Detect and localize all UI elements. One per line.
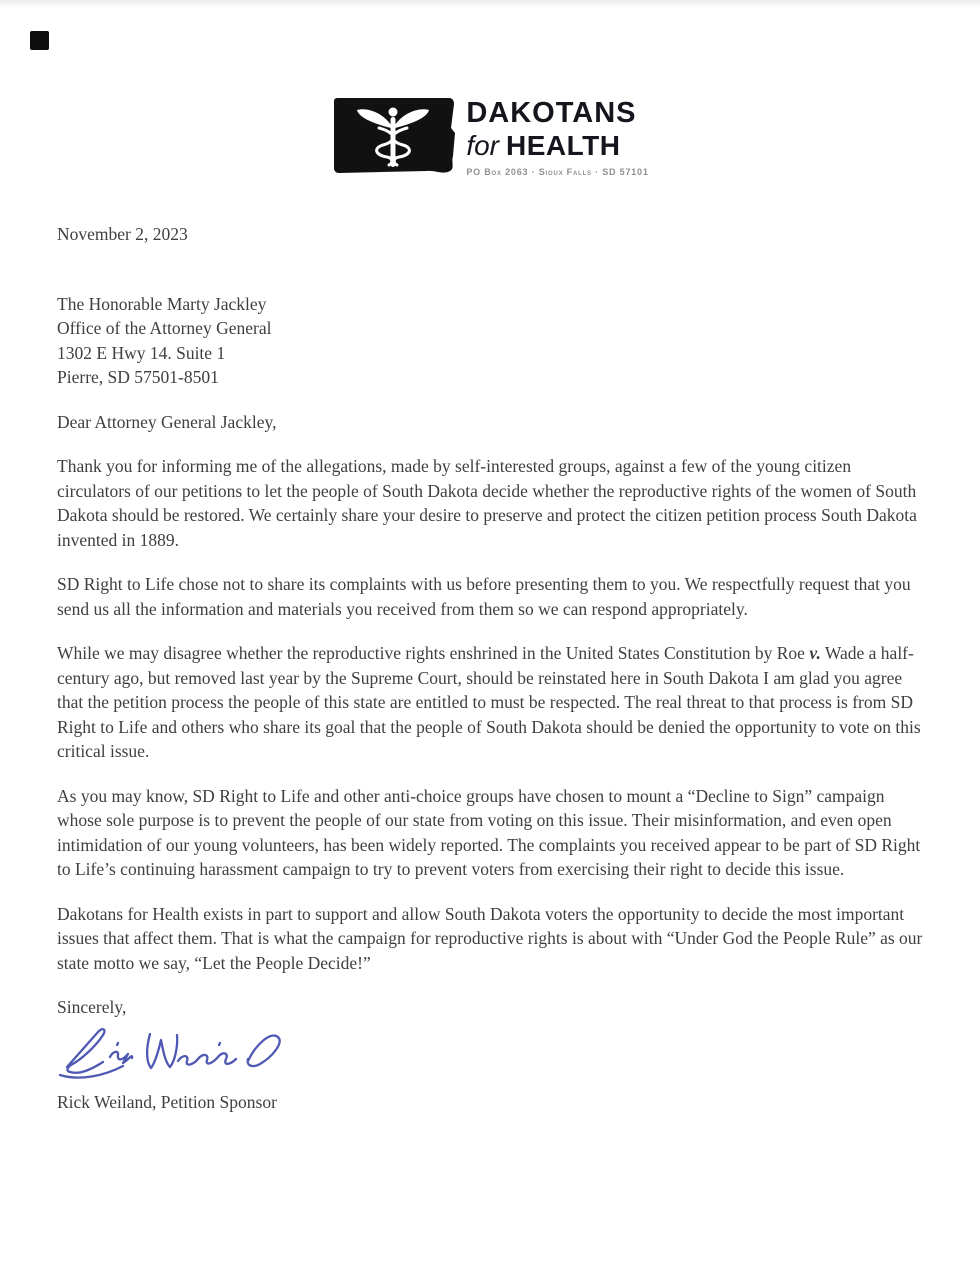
paragraph-4: As you may know, SD Right to Life and other anti-choice groups have chosen to mount a “Decline to Sign” campaign whose sole purpose is to prevent the people of our state from voting on this issue. Their misinformation, and even open intimidation of our young volunteers, has been widely reported. The complaints you received appear to be part of SD Right to Life’s continuing harassment campaign to try to prevent voters from exercising their right to decide this issue.	[57, 785, 921, 879]
recipient-address-block	[57, 292, 923, 390]
paragraph-5: Dakotans for Health exists in part to support and allow South Dakota voters the opportunity to decide the most important issues that affect them. That is what the campaign for reproductive rights is about with “Under God the People Rule” as our state motto we say, “Let the People Decide!”	[57, 903, 923, 973]
logo-text-block	[466, 95, 648, 177]
dakotans-for-health-logo	[331, 95, 460, 178]
org-name-health: HEALTH	[506, 130, 621, 161]
closing: Sincerely,	[57, 997, 127, 1017]
paragraph-3-emphasis: v.	[809, 643, 821, 663]
letter-date: November 2, 2023	[57, 224, 188, 244]
salutation: Dear Attorney General Jackley,	[57, 411, 277, 432]
paragraph-3-rest: Wade a half-century ago, but removed last year by the Supreme Court, should be reinstated here in South Dakota I am glad you agree that the petition process the people of this state are entitled to must be respected. The real threat to that process is from SD Right to Life and others who share its goal that the people of South Dakota should be denied the opportunity to vote on this critical issue.	[57, 643, 921, 761]
recipient-street: 1302 E Hwy 14. Suite 1	[57, 342, 226, 363]
south-dakota-caduceus-icon	[331, 95, 460, 178]
top-left-black-square	[30, 31, 49, 50]
org-address-line: PO Box 2063 · Sioux Falls · SD 57101	[466, 167, 649, 177]
recipient-office: Office of the Attorney General	[57, 318, 272, 338]
recipient-city-state-zip: Pierre, SD 57501-8501	[57, 367, 219, 387]
org-name-line2	[466, 129, 648, 162]
paragraph-3	[57, 641, 923, 764]
org-name-for: for	[466, 130, 499, 161]
paragraph-3-lead: While we may disagree whether the reproductive rights enshrined in the United States Constitution by Roe	[57, 643, 810, 663]
paragraph-2: SD Right to Life chose not to share its complaints with us before presenting them to you. We respectfully request that you send us all the information and materials you received from them so we can respond appropriately.	[57, 574, 911, 619]
recipient-name: The Honorable Marty Jackley	[57, 293, 267, 314]
signature-rick-weiland	[57, 1022, 923, 1086]
signer-name-title: Rick Weiland, Petition Sponsor	[57, 1091, 277, 1112]
letter-body	[57, 222, 923, 1114]
paragraph-1: Thank you for informing me of the allegations, made by self-interested groups, against a few of the young citizen circulators of our petitions to let the people of South Dakota decide whether the reproductive rights of the women of South Dakota should be restored. We certainly share your desire to preserve and protect the citizen petition process South Dakota invented in 1889.	[57, 456, 917, 550]
org-name-line1: DAKOTANS	[466, 97, 637, 129]
letterhead	[0, 95, 980, 178]
signature-ink-icon	[57, 1022, 289, 1086]
